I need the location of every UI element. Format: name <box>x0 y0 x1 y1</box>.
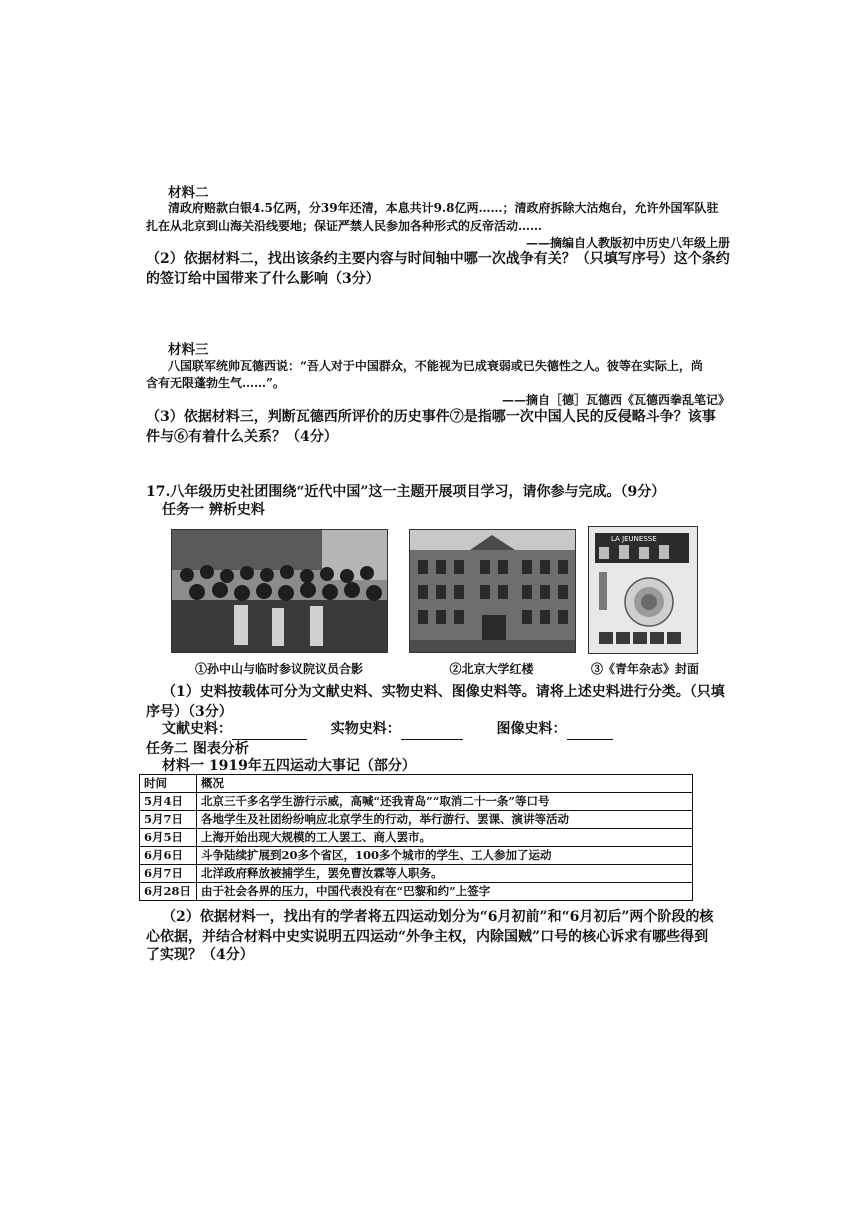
table-cell-summary: 各地学生及社团纷纷响应北京学生的行动，举行游行、罢课、演讲等活动 <box>197 811 693 829</box>
question-17-1-line1: （1）史料按载体可分为文献史料、实物史料、图像史料等。请将上述史料进行分类。（只填 <box>162 684 725 700</box>
photo-peking-university-red-building <box>409 529 576 653</box>
question-2-line2: 的签订给中国带来了什么影响（3分） <box>146 271 380 287</box>
table-cell-date: 5月4日 <box>140 793 197 811</box>
table-cell-date: 6月6日 <box>140 847 197 865</box>
question-17-title: 17.八年级历史社团围绕“近代中国”这一主题开展项目学习，请你参与完成。（9分） <box>146 484 666 500</box>
material2-label: 材料二 <box>168 185 209 201</box>
physical-source-blank[interactable] <box>401 723 463 740</box>
table-row <box>140 793 693 811</box>
photo-1-caption: ①孙中山与临时参议院议员合影 <box>194 662 363 676</box>
magazine-title: LA JEUNESSE <box>611 535 657 543</box>
answer-blanks-row <box>162 718 613 740</box>
table-cell-summary: 上海开始出现大规模的工人罢工、商人罢市。 <box>197 829 693 847</box>
table-cell-date: 6月5日 <box>140 829 197 847</box>
red-building-illustration <box>410 530 575 652</box>
documentary-source-label: 文献史料： <box>162 721 232 737</box>
question-3-line1: （3）依据材料三，判断瓦德西所评价的历史事件⑦是指哪一次中国人民的反侵略斗争？该事 <box>146 409 716 425</box>
material1-title: 材料一 1919年五四运动大事记（部分） <box>162 758 416 774</box>
photo-3-caption: ③《青年杂志》封面 <box>590 662 699 676</box>
photo-sun-yatsen-group <box>171 529 388 653</box>
table-cell-summary: 斗争陆续扩展到20多个省区，100多个城市的学生、工人参加了运动 <box>197 847 693 865</box>
photo-2-caption: ②北京大学红楼 <box>449 662 534 676</box>
may-fourth-events-table <box>139 774 693 901</box>
group-photo-illustration <box>172 530 387 652</box>
task1-heading: 任务一 辨析史料 <box>162 502 265 518</box>
material2-source: ——摘编自人教版初中历史八年级上册 <box>525 236 730 250</box>
question-17-2-line3: 了实现？（4分） <box>146 947 254 963</box>
table-cell-summary: 由于社会各界的压力，中国代表没有在“巴黎和约”上签字 <box>197 883 693 901</box>
table-cell-date: 5月7日 <box>140 811 197 829</box>
physical-source-label: 实物史料： <box>330 721 401 737</box>
question-17-1-line2: 序号）（3分） <box>146 704 233 720</box>
question-17-2-line2: 心依据，并结合材料中史实说明五四运动“外争主权，内除国贼”口号的核心诉求有哪些得到 <box>146 929 709 945</box>
question-2-line1: （2）依据材料二，找出该条约主要内容与时间轴中哪一次战争有关？（只填写序号）这个条约 <box>146 251 730 267</box>
image-source-label: 图像史料： <box>496 721 567 737</box>
image-source-blank[interactable] <box>567 723 613 740</box>
table-header-summary: 概况 <box>197 775 693 793</box>
table-row <box>140 811 693 829</box>
table-header-time: 时间 <box>140 775 197 793</box>
table-cell-date: 6月28日 <box>140 883 197 901</box>
material3-text-line2: 含有无限蓬勃生气……”。 <box>146 376 285 390</box>
magazine-cover-illustration <box>589 527 697 653</box>
photo-new-youth-magazine-cover <box>588 526 698 654</box>
material2-text-line2: 扎在从北京到山海关沿线要地；保证严禁人民参加各种形式的反帝活动…… <box>146 219 543 233</box>
table-cell-summary: 北洋政府释放被捕学生，罢免曹汝霖等人职务。 <box>197 865 693 883</box>
question-3-line2: 件与⑥有着什么关系？（4分） <box>146 429 338 445</box>
material3-text-line1: 八国联军统帅瓦德西说：“吾人对于中国群众，不能视为已成衰弱或已失德性之人。彼等在实际上，尚 <box>168 359 703 373</box>
table-cell-date: 6月7日 <box>140 865 197 883</box>
table-row <box>140 865 693 883</box>
table-header-row <box>140 775 693 793</box>
task2-heading: 任务二 图表分析 <box>146 741 249 757</box>
table-row <box>140 847 693 865</box>
material3-source: ——摘自［德］瓦德西《瓦德西拳乱笔记》 <box>501 393 730 407</box>
table-row <box>140 829 693 847</box>
table-cell-summary: 北京三千多名学生游行示威，高喊“还我青岛”“取消二十一条”等口号 <box>197 793 693 811</box>
question-17-2-line1: （2）依据材料一，找出有的学者将五四运动划分为“6月初前”和“6月初后”两个阶段的核 <box>162 909 714 925</box>
table-row <box>140 883 693 901</box>
material3-label: 材料三 <box>168 342 209 358</box>
material2-text-line1: 清政府赔款白银4.5亿两，分39年还清，本息共计9.8亿两……；清政府拆除大沽炮台，允许外国军队驻 <box>168 201 719 215</box>
